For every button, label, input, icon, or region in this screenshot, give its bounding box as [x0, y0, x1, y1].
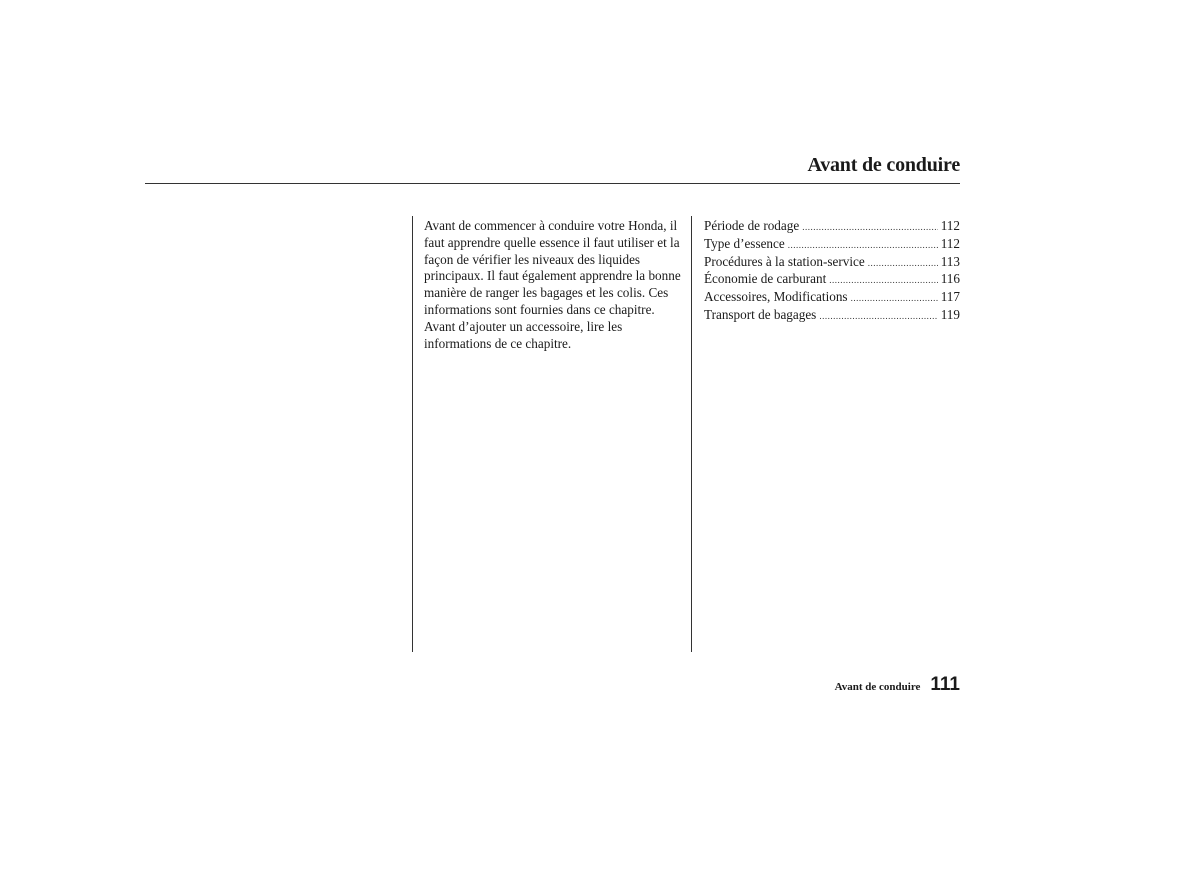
column-divider-left: [412, 216, 413, 652]
page-footer: [835, 674, 960, 696]
toc-item-periode-de-rodage[interactable]: [704, 218, 960, 236]
page-title: Avant de conduire: [807, 154, 960, 176]
toc-item-type-essence[interactable]: [704, 236, 960, 254]
toc-leader-dots: [851, 290, 938, 307]
page-number: 111: [930, 674, 960, 695]
toc-item-page: 113: [940, 253, 960, 269]
toc-item-label: Accessoires, Modifications: [704, 289, 848, 305]
toc-item-label: Type d’essence: [704, 235, 785, 251]
toc-item-page: 116: [940, 271, 960, 287]
toc-item-page: 119: [940, 306, 960, 322]
toc-item-transport-de-bagages[interactable]: [704, 307, 960, 325]
toc-leader-dots: [868, 255, 938, 272]
toc-item-page: 117: [940, 289, 960, 305]
toc-item-page: 112: [940, 218, 960, 233]
title-divider: [145, 183, 960, 184]
toc-item-label: Procédures à la station-service: [704, 253, 865, 269]
toc-item-label: Période de rodage: [704, 218, 800, 233]
footer-section-title: Avant de conduire: [834, 681, 921, 693]
toc-item-economie-de-carburant[interactable]: [704, 271, 960, 289]
table-of-contents: [704, 218, 960, 325]
toc-leader-dots: [788, 237, 938, 254]
intro-paragraph: Avant de commencer à conduire votre Honda, il faut apprendre quelle essence il faut utiliser et la façon de vérifier les niveaux des liquides principaux. Il faut également apprendre la bonne manière de ranger les bagages et les colis. Ces informations sont fournies dans ce chapitre. Avant d’ajouter un accessoire, lire les informations de ce chapitre.: [424, 218, 681, 351]
column-divider-right: [691, 216, 692, 652]
toc-item-label: Transport de bagages: [704, 306, 817, 322]
toc-item-label: Économie de carburant: [704, 271, 827, 287]
toc-item-page: 112: [940, 235, 960, 251]
toc-leader-dots: [829, 272, 937, 289]
toc-leader-dots: [802, 219, 937, 236]
toc-leader-dots: [819, 308, 937, 325]
toc-item-procedures-station-service[interactable]: [704, 254, 960, 272]
toc-item-accessoires-modifications[interactable]: [704, 289, 960, 307]
